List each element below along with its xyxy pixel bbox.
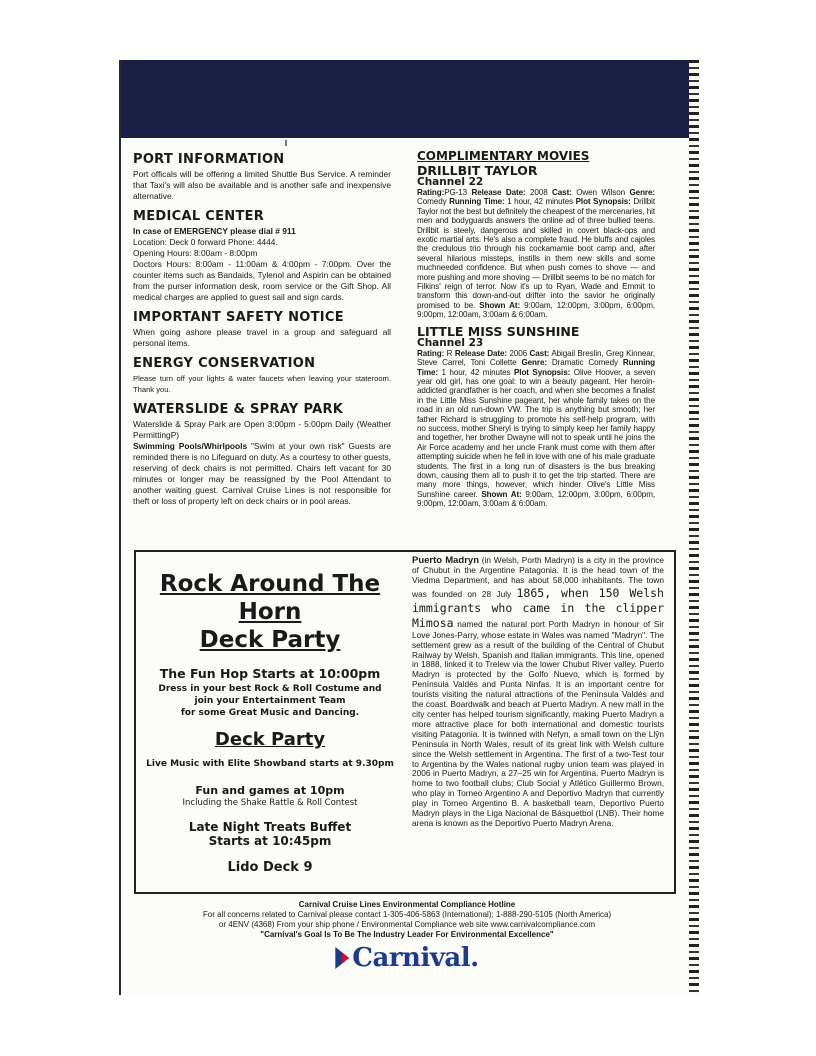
deck-party-flyer: [136, 552, 404, 892]
cast-value: Owen Wilson: [576, 188, 626, 197]
runtime-label: Running Time:: [417, 358, 655, 377]
release-value: 2008: [530, 188, 548, 197]
puerto-madryn-article: [412, 556, 664, 829]
genre-label: Genre:: [521, 358, 547, 368]
environment-goal: "Carnival's Goal Is To Be The Industry Leader For Environmental Excellence": [260, 930, 554, 939]
energy-body: Please turn off your lights & water faucets when leaving your stateroom. Thank you.: [133, 374, 391, 394]
synopsis-label: Plot Synopsis:: [514, 367, 571, 377]
rating-label: Rating:: [417, 348, 445, 358]
torn-edge: [689, 60, 699, 995]
footer: [121, 900, 693, 974]
cast-label: Cast:: [529, 348, 550, 358]
energy-title: ENERGY CONSERVATION: [133, 356, 316, 371]
puerto-handwritten: 1865, when 150 Welsh immigrants who came in the clipper Mimosa: [412, 585, 664, 630]
genre-value: Comedy: [417, 197, 447, 207]
event-box: [134, 550, 676, 894]
party-title-line: Rock Around The: [159, 571, 381, 597]
synopsis-label: Plot Synopsis:: [575, 197, 631, 207]
shown-label: Shown At:: [479, 300, 521, 310]
contest-line: Including the Shake Rattle & Roll Contest: [182, 798, 358, 808]
opening-hours: Opening Hours: 8:00am - 8:00pm: [133, 248, 258, 258]
funnel-icon: [335, 947, 349, 969]
waterslide-title: WATERSLIDE & SPRAY PARK: [133, 402, 344, 417]
movie-item: [417, 165, 655, 320]
carnival-logo: [335, 943, 478, 973]
rating-label: Rating:: [417, 188, 445, 197]
release-label: Release Date:: [454, 348, 507, 358]
shown-times: 9:00am, 12:00pm, 3:00pm, 6:00pm, 9:00pm, 12:00am, 3:00am & 6:00am.: [417, 300, 655, 320]
synopsis-text: Drillbit Taylor not the best but definitely the cheapest of the mercenaries, hit men and bodyguards answers the online ad of three bullied teens. Drillbit is steely, dangerous and skilled in covert black-ops and exotic martial arts. He's also a complete fraud. He bluffs and cajoles the credulous trio through his cockamamie boot camp and, after several hilarious missteps, instills in them new skills and some muchneeded confidence. But when push comes to shove — and more pushing and more shoving — Drillbit seems to be no match for Filkins' reign of terror. Now it's up to Ryan, Wade and Emmit to transform this down-and-out drifter into the savior he originally promised to be.: [417, 197, 656, 310]
movie-details: [417, 188, 655, 320]
medical-block: [133, 226, 391, 303]
doctors-hours: Doctors Hours: 8:00am - 11:00am & 4:00pm - 7:00pm.: [133, 259, 353, 269]
medical-title: MEDICAL CENTER: [133, 209, 265, 224]
fun-hop-time: The Fun Hop Starts at 10:00pm: [159, 666, 381, 681]
port-title: PORT INFORMATION: [133, 152, 285, 167]
port-body: Port officals will be offering a limited Shuttle Bus Service. A reminder that Taxi's will also be available and is another safe and inexpensive alternative.: [133, 169, 391, 201]
live-music: Live Music with Elite Showband starts at 9.30pm: [146, 759, 394, 769]
runtime-value: 1 hour, 42 minutes: [507, 197, 574, 207]
pools-label: Swimming Pools/Whirlpools: [133, 441, 248, 451]
deck-party-heading: Deck Party: [214, 729, 326, 750]
emergency-line: In case of EMERGENCY please dial # 911: [133, 226, 296, 236]
lido-deck: Lido Deck 9: [227, 860, 313, 875]
waterslide-block: [133, 419, 391, 507]
carnival-wordmark: Carnival.: [352, 943, 479, 973]
genre-label: Genre:: [629, 188, 655, 197]
puerto-intro: (in Welsh, Porth Madryn) is a city in the province of Chubut in the Argentine Patagonia. It is the head town of the Viedma Department, and has about 58,000 inhabitants. The town was founded on 28 July: [412, 555, 664, 599]
movie-details: [417, 349, 655, 509]
left-column: [133, 152, 391, 514]
newsletter-page: [119, 60, 693, 995]
buffet-line: Late Night Treats Buffet: [188, 820, 352, 834]
hotline-contact: For all concerns related to Carnival please contact 1-305-406-5863 (International); 1-888-290-5105 (North America): [202, 910, 612, 919]
runtime-value: 1 hour, 42 minutes: [441, 367, 511, 377]
fun-games: Fun and games at 10pm: [195, 784, 345, 797]
medical-body: Over the counter items such as Bandaids, Tylenol and Aspirin can be obtained from the purser information desk, room service or the Gift Shop. All medical charges are applied to guest sail and sign cards.: [133, 259, 392, 302]
movie-title: DRILLBIT TAYLOR: [417, 163, 538, 178]
runtime-label: Running Time:: [449, 197, 505, 207]
safety-body: When going ashore please travel in a group and safeguard all personal items.: [133, 327, 391, 348]
cast-label: Cast:: [552, 188, 572, 197]
movies-title: COMPLIMENTARY MOVIES: [417, 149, 590, 163]
safety-title: IMPORTANT SAFETY NOTICE: [133, 310, 344, 325]
movie-item: [417, 323, 655, 509]
release-label: Release Date:: [471, 188, 526, 197]
puerto-name: Puerto Madryn: [412, 555, 479, 566]
movie-channel: Channel 23: [417, 336, 484, 349]
puerto-body: named the natural port Porth Madryn in honour of Sir Love Jones-Parry, whose estate in Wales was named "Madryn". The settlement grew as a result of the building of the Central of Chubut Railway by Welsh, Spanish and Italian immigrants. This line, opened in 1888, linked it to Trelew via the lower Chubut River valley. Puerto Madryn is protected by the Golfo Nuevo, which is formed by Península Valdés and Punta Ninfas. It is an important centre for tourists visiting the natural attractions of the Península Valdés and the coast. Boardwalk and beach at Puerto Madryn. A new mall in the city center has helped tourism significantly, making Puerto Madryn a more attractive place for both international and domestic tourists visiting Patagonia. It is twinned with Nefyn, a small town on the Llŷn Peninsula in North Wales, result of its great link with Welsh culture since the Welsh settlement in Argentina. The first of a two-Test tour to Argentina by the Wales national rugby union team was played in 2006 in Puerto Madryn, a 27–25 win for Argentina. Puerto Madryn is home to two football clubs; Club Social y Atlético Guillermo Brown, who play in Torneo Argentino A and Deportivo Madryn that currently play in Torneo Argentino B. A basketball team, Deportivo Puerto Madryn plays in the Liga Nacional de Básquetbol (LNB). Their home arena is known as the Deportivo Puerto Madryn Arena.: [412, 618, 664, 828]
rating-value: R: [446, 348, 453, 358]
party-title: [136, 570, 404, 654]
right-column: [417, 149, 655, 515]
movie-channel: Channel 22: [417, 176, 484, 188]
speck: [285, 140, 287, 146]
medical-location: Location: Deck 0 forward Phone: 4444.: [133, 237, 278, 247]
cast-value: Abigail Breslin, Greg Kinnear, Steve Carrel, Toni Collette: [417, 348, 655, 368]
rating-value: PG-13: [444, 188, 468, 197]
synopsis-text: Olive Hoover, a seven year old girl, has one goal: to win a beauty pageant. Her heroin-addicted grandfather is her coach, and when she becomes a finalist in the Little Miss Sunshine pageant, her whole family takes on the road in an old run-down VW. The trip is anything but smooth; her father Richard is struggling to promote his self-help program, with no success, mother Sheryl is trying to simply keep her family happy and together, her brother Dwayne will not to speak until he joins the Air Force academy and her uncle Frank must come with them after attempting suicide when he fell in love with one of his male graduate students. The first in a long run of disasters is the bus breaking down, causing them all to push it to get the trip started. There are many more things, however, which hinder Olive's Little Miss Sunshine career.: [417, 367, 655, 499]
release-value: 2006: [509, 348, 528, 358]
shown-label: Shown At:: [481, 489, 522, 499]
dress-line: join your Entertainment Team: [194, 696, 346, 706]
waterslide-body: "Swim at your own risk" Guests are reminded there is no Lifeguard on duty. As a courtesy to other guests, reserving of deck chairs is not permitted. Chairs left vacant for 30 minutes or longer may be reassigned by the Pool Attendant to another waiting guest. Carnival Cruise Lines is not responsible for theft or loss of property left on deck chairs or in pool areas.: [133, 441, 391, 506]
dress-line: Dress in your best Rock & Roll Costume and: [158, 684, 382, 694]
party-title-line: Horn: [238, 599, 302, 625]
hotline-web: or 4ENV (4368) From your ship phone / Environmental Compliance web site www.carnivalcompliance.com: [218, 920, 596, 929]
dress-line: for some Great Music and Dancing.: [180, 708, 360, 718]
header-band: [121, 60, 693, 138]
shown-times: 9:00am, 12:00pm, 3:00pm, 6:00pm, 9:00pm, 12:00am, 3:00am & 6:00am.: [417, 489, 655, 509]
movie-title: LITTLE MISS SUNSHINE: [417, 323, 580, 339]
buffet-time: Starts at 10:45pm: [208, 834, 332, 848]
hotline-title: Carnival Cruise Lines Environmental Compliance Hotline: [298, 900, 516, 909]
party-title-line: Deck Party: [199, 627, 341, 653]
genre-value: Dramatic Comedy: [551, 358, 618, 368]
waterslide-hours: Waterslide & Spray Park are Open 3:00pm - 5:00pm Daily (Weather PermittingP): [133, 419, 391, 440]
